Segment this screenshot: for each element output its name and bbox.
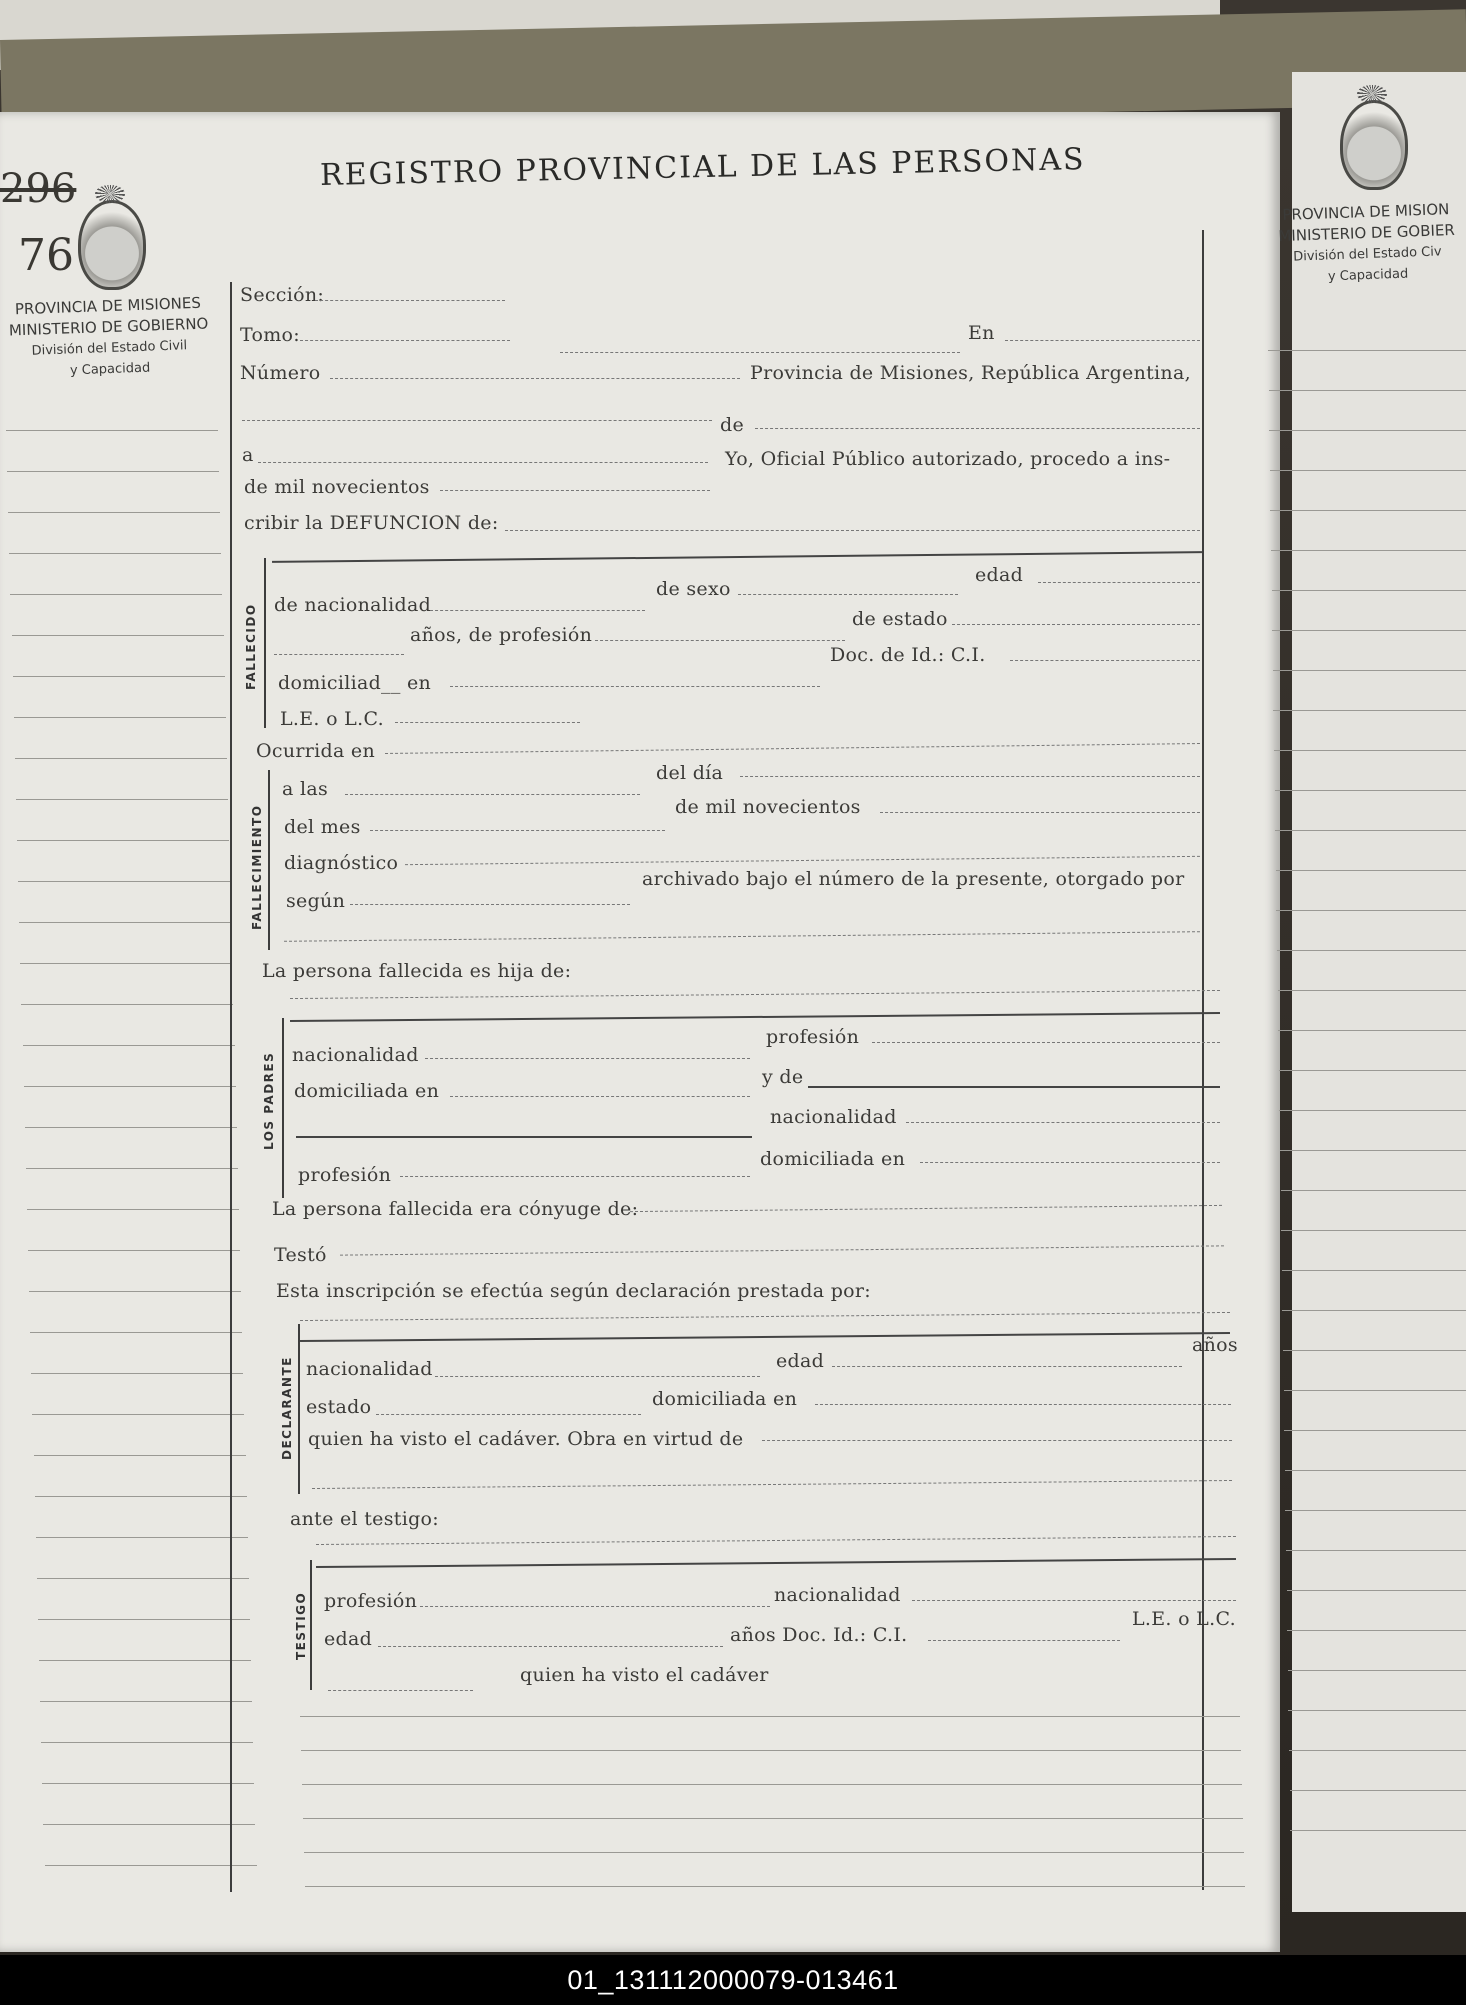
padres-bracket <box>282 1018 284 1198</box>
ruled-line <box>31 1373 243 1374</box>
ruled-line <box>8 512 220 513</box>
ruled-line <box>18 881 230 882</box>
header-line: División del Estado Civil <box>31 338 188 359</box>
ruled-line <box>1284 1390 1466 1391</box>
ruled-line <box>38 1619 250 1620</box>
header-line: y Capacidad <box>69 360 151 379</box>
ruled-line <box>1282 1270 1466 1271</box>
tomo-label: Tomo: <box>240 324 300 346</box>
conyuge-label: La persona fallecida era cónyuge de: <box>272 1198 639 1220</box>
hora-label: a las <box>282 778 329 800</box>
a-label: a <box>242 444 254 466</box>
archivado-label: archivado bajo el número de la presente, otorgado por <box>642 868 1185 890</box>
testigo-visto-label: quien ha visto el cadáver <box>520 1664 769 1686</box>
ruled-line <box>29 1291 241 1292</box>
ruled-line <box>1285 1470 1466 1471</box>
ruled-line <box>35 1496 247 1497</box>
sexo-field[interactable] <box>738 594 958 595</box>
declarante-domicilio-label: domiciliada en <box>652 1388 798 1410</box>
ruled-line <box>20 963 232 964</box>
mes-field[interactable] <box>370 830 665 831</box>
ruled-line <box>27 1209 239 1210</box>
ruled-line <box>300 1716 1240 1717</box>
padre-nacionalidad-label: nacionalidad <box>292 1044 419 1066</box>
madre-label: y de <box>762 1066 804 1088</box>
hija-de-label: La persona fallecida es hija de: <box>262 960 572 982</box>
ruled-line <box>1278 990 1466 991</box>
le-lc-label: L.E. o L.C. <box>280 708 384 730</box>
ruled-line <box>1279 1070 1466 1071</box>
ruled-line <box>7 471 219 472</box>
page-title: REGISTRO PROVINCIAL DE LAS PERSONAS <box>319 141 1086 194</box>
declarante-obra-field[interactable] <box>762 1440 1232 1441</box>
ruled-line <box>1285 1510 1466 1511</box>
ruled-line <box>1274 750 1466 751</box>
ruled-line <box>1278 1030 1466 1031</box>
ruled-line <box>1271 550 1466 551</box>
ruled-line <box>14 717 226 718</box>
ruled-line <box>1290 1830 1466 1831</box>
header-line: MINISTERIO DE GOBIERNO <box>8 314 209 340</box>
defuncion-field[interactable] <box>505 530 1200 531</box>
ruled-line <box>10 594 222 595</box>
ruled-line <box>301 1750 1241 1751</box>
ruled-line <box>45 1865 257 1866</box>
header-line: PROVINCIA DE MISIONES <box>14 293 202 319</box>
declarante-anos-label: años <box>1192 1334 1238 1356</box>
page-number: 76 <box>18 230 74 281</box>
ruled-line <box>1277 950 1466 951</box>
ruled-line <box>1273 670 1466 671</box>
testigo-profesion-field[interactable] <box>420 1606 770 1607</box>
de-field[interactable] <box>755 428 1200 429</box>
estado-field[interactable] <box>952 624 1200 625</box>
ante-testigo-label: ante el testigo: <box>290 1508 439 1530</box>
ruled-line <box>1270 510 1466 511</box>
ruled-line <box>304 1852 1244 1853</box>
fallecimiento-bracket <box>268 770 270 950</box>
header-line: y Capacidad <box>1327 266 1409 285</box>
coat-of-arms-icon <box>1340 100 1408 190</box>
padre-nacionalidad-field[interactable] <box>425 1058 750 1059</box>
profesion-label: años, de profesión <box>410 624 593 646</box>
madre-domicilio-field[interactable] <box>920 1162 1220 1163</box>
testigo-extra-field[interactable] <box>328 1690 473 1691</box>
inscripcion-label: Esta inscripción se efectúa según declaración prestada por: <box>276 1280 872 1302</box>
header-line: MINISTERIO DE GOBIER <box>1278 220 1456 246</box>
numero-field[interactable] <box>330 378 740 379</box>
diagnostico-label: diagnóstico <box>284 852 399 874</box>
ruled-line <box>1272 590 1466 591</box>
ruled-line <box>36 1537 248 1538</box>
ruled-line <box>1281 1230 1466 1231</box>
ruled-line <box>23 1045 235 1046</box>
declarante-edad-field[interactable] <box>832 1366 1182 1367</box>
fallecido-section-label: FALLECIDO <box>244 603 258 690</box>
declarante-bracket <box>298 1324 300 1494</box>
ruled-line <box>41 1742 253 1743</box>
header-line: PROVINCIA DE MISION <box>1282 200 1450 224</box>
ruled-line <box>39 1660 251 1661</box>
mes-label: del mes <box>284 816 361 838</box>
de-label: de <box>720 414 745 436</box>
madre-field[interactable] <box>808 1086 1220 1088</box>
declarante-section-label: DECLARANTE <box>280 1356 294 1460</box>
ruled-line <box>1270 470 1466 471</box>
ruled-line <box>19 922 231 923</box>
le-lc-field[interactable] <box>395 722 580 723</box>
ruled-line <box>13 676 225 677</box>
testigo-nacionalidad-field[interactable] <box>912 1600 1236 1601</box>
ruled-line <box>28 1250 240 1251</box>
edad-label: edad <box>975 564 1024 586</box>
a-field[interactable] <box>258 462 708 463</box>
madre-domicilio-label: domiciliada en <box>760 1148 906 1170</box>
crossed-number: 296 <box>0 166 77 212</box>
ruled-line <box>1286 1550 1466 1551</box>
right-page-header <box>1261 198 1466 289</box>
header-line: División del Estado Civ <box>1292 244 1442 265</box>
ruled-line <box>37 1578 249 1579</box>
ruled-line <box>32 1414 244 1415</box>
anio-fallecimiento-field[interactable] <box>880 812 1200 813</box>
provincia-label: Provincia de Misiones, República Argentina, <box>750 362 1191 384</box>
fallecimiento-section-label: FALLECIMIENTO <box>250 804 264 930</box>
ruled-line <box>303 1818 1243 1819</box>
ruled-line <box>1280 1150 1466 1151</box>
testigo-doc-field[interactable] <box>928 1640 1120 1641</box>
doc-id-field[interactable] <box>1010 660 1200 661</box>
numero-label: Número <box>240 362 321 384</box>
ruled-line <box>1287 1590 1466 1591</box>
nacionalidad-field[interactable] <box>430 610 645 611</box>
ruled-line <box>1288 1670 1466 1671</box>
fecha-field[interactable] <box>242 420 712 421</box>
madre-nacionalidad-field[interactable] <box>906 1122 1220 1123</box>
estado-label: de estado <box>852 608 948 630</box>
ruled-line <box>25 1127 237 1128</box>
anos-field[interactable] <box>274 654 404 655</box>
form-left-rule <box>230 282 232 1892</box>
segun-label: según <box>286 890 346 912</box>
ruled-line <box>1288 1710 1466 1711</box>
ruled-line <box>42 1783 254 1784</box>
ruled-line <box>6 430 218 431</box>
ruled-line <box>1287 1630 1466 1631</box>
fallecido-bracket <box>264 558 266 728</box>
padres-section-label: LOS PADRES <box>262 1051 276 1150</box>
ruled-line <box>1273 710 1466 711</box>
testigo-doc-label: años Doc. Id.: C.I. <box>730 1624 908 1646</box>
ruled-line <box>1269 430 1466 431</box>
testigo-bracket <box>310 1560 312 1690</box>
seccion-label: Sección: <box>240 284 325 306</box>
oficial-label: Yo, Oficial Público autorizado, procedo a ins- <box>725 448 1171 470</box>
declarante-nacionalidad-label: nacionalidad <box>306 1358 433 1380</box>
padre-domicilio-field[interactable] <box>450 1096 750 1097</box>
tomo-field[interactable] <box>300 340 510 341</box>
form-right-rule <box>1202 230 1204 1890</box>
nacionalidad-label: de nacionalidad <box>274 594 432 616</box>
ruled-line <box>305 1886 1245 1887</box>
anio-fallecimiento-label: de mil novecientos <box>675 796 861 818</box>
ruled-line <box>15 758 227 759</box>
ruled-line <box>1289 1750 1466 1751</box>
ruled-line <box>17 840 229 841</box>
ruled-line <box>1281 1190 1466 1191</box>
image-caption: 01_131112000079-013461 <box>0 1955 1466 2005</box>
margin-header <box>3 292 216 383</box>
declarante-estado-label: estado <box>306 1396 372 1418</box>
ruled-line <box>1290 1790 1466 1791</box>
declarante-nacionalidad-field[interactable] <box>435 1376 760 1377</box>
edad-field[interactable] <box>1038 582 1200 583</box>
dia-label: del día <box>656 762 724 784</box>
declarante-visto-label: quien ha visto el cadáver. Obra en virtud de <box>308 1428 744 1450</box>
anio-field[interactable] <box>440 490 710 491</box>
ruled-line <box>26 1168 238 1169</box>
ruled-line <box>1283 1350 1466 1351</box>
testigo-le-lc-label: L.E. o L.C. <box>1132 1608 1236 1630</box>
ruled-line <box>1279 1110 1466 1111</box>
ruled-line <box>43 1824 255 1825</box>
coat-of-arms-icon <box>78 200 146 290</box>
ruled-line <box>1272 630 1466 631</box>
padre-extra-field[interactable] <box>296 1136 752 1138</box>
en-label: En <box>968 322 995 344</box>
segun-field[interactable] <box>350 904 630 905</box>
ruled-line <box>1275 830 1466 831</box>
madre-profesion-field[interactable] <box>400 1176 750 1177</box>
ruled-line <box>302 1784 1242 1785</box>
ruled-line <box>9 553 221 554</box>
ruled-line <box>1276 870 1466 871</box>
ruled-line <box>12 635 224 636</box>
ruled-line <box>30 1332 242 1333</box>
padre-profesion-field[interactable] <box>872 1042 1220 1043</box>
profesion-field[interactable] <box>595 640 845 641</box>
testigo-section-label: TESTIGO <box>294 1591 308 1660</box>
domicilio-field[interactable] <box>450 686 820 687</box>
testigo-profesion-label: profesión <box>324 1590 418 1612</box>
padre-profesion-label: profesión <box>766 1026 860 1048</box>
domicilio-label: domiciliad__ en <box>278 672 432 694</box>
ruled-line <box>40 1701 252 1702</box>
testigo-nacionalidad-label: nacionalidad <box>774 1584 901 1606</box>
madre-nacionalidad-label: nacionalidad <box>770 1106 897 1128</box>
dia-field[interactable] <box>740 776 1200 777</box>
ruled-line <box>34 1455 246 1456</box>
ruled-line <box>24 1086 236 1087</box>
ruled-line <box>1275 790 1466 791</box>
hora-field[interactable] <box>345 794 640 795</box>
declarante-edad-label: edad <box>776 1350 825 1372</box>
doc-id-label: Doc. de Id.: C.I. <box>830 644 986 666</box>
en-field[interactable] <box>1005 340 1200 341</box>
ocurrida-label: Ocurrida en <box>256 740 376 762</box>
ruled-line <box>1276 910 1466 911</box>
testigo-edad-field[interactable] <box>378 1646 723 1647</box>
tomo-extra-field[interactable] <box>560 352 960 353</box>
seccion-field[interactable] <box>315 300 505 301</box>
ruled-line <box>21 1004 233 1005</box>
declarante-domicilio-field[interactable] <box>815 1404 1231 1405</box>
madre-profesion-label: profesión <box>298 1164 392 1186</box>
ruled-line <box>1268 350 1466 351</box>
anio-label: de mil novecientos <box>244 476 430 498</box>
ruled-line <box>16 799 228 800</box>
declarante-estado-field[interactable] <box>376 1414 641 1415</box>
testigo-edad-label: edad <box>324 1628 373 1650</box>
ruled-line <box>1284 1430 1466 1431</box>
ruled-line <box>1269 390 1466 391</box>
next-page <box>1292 72 1466 1912</box>
ruled-line <box>1282 1310 1466 1311</box>
sexo-label: de sexo <box>656 578 731 600</box>
padre-domicilio-label: domiciliada en <box>294 1080 440 1102</box>
testo-label: Testó <box>274 1244 327 1266</box>
defuncion-label: cribir la DEFUNCION de: <box>244 512 499 534</box>
